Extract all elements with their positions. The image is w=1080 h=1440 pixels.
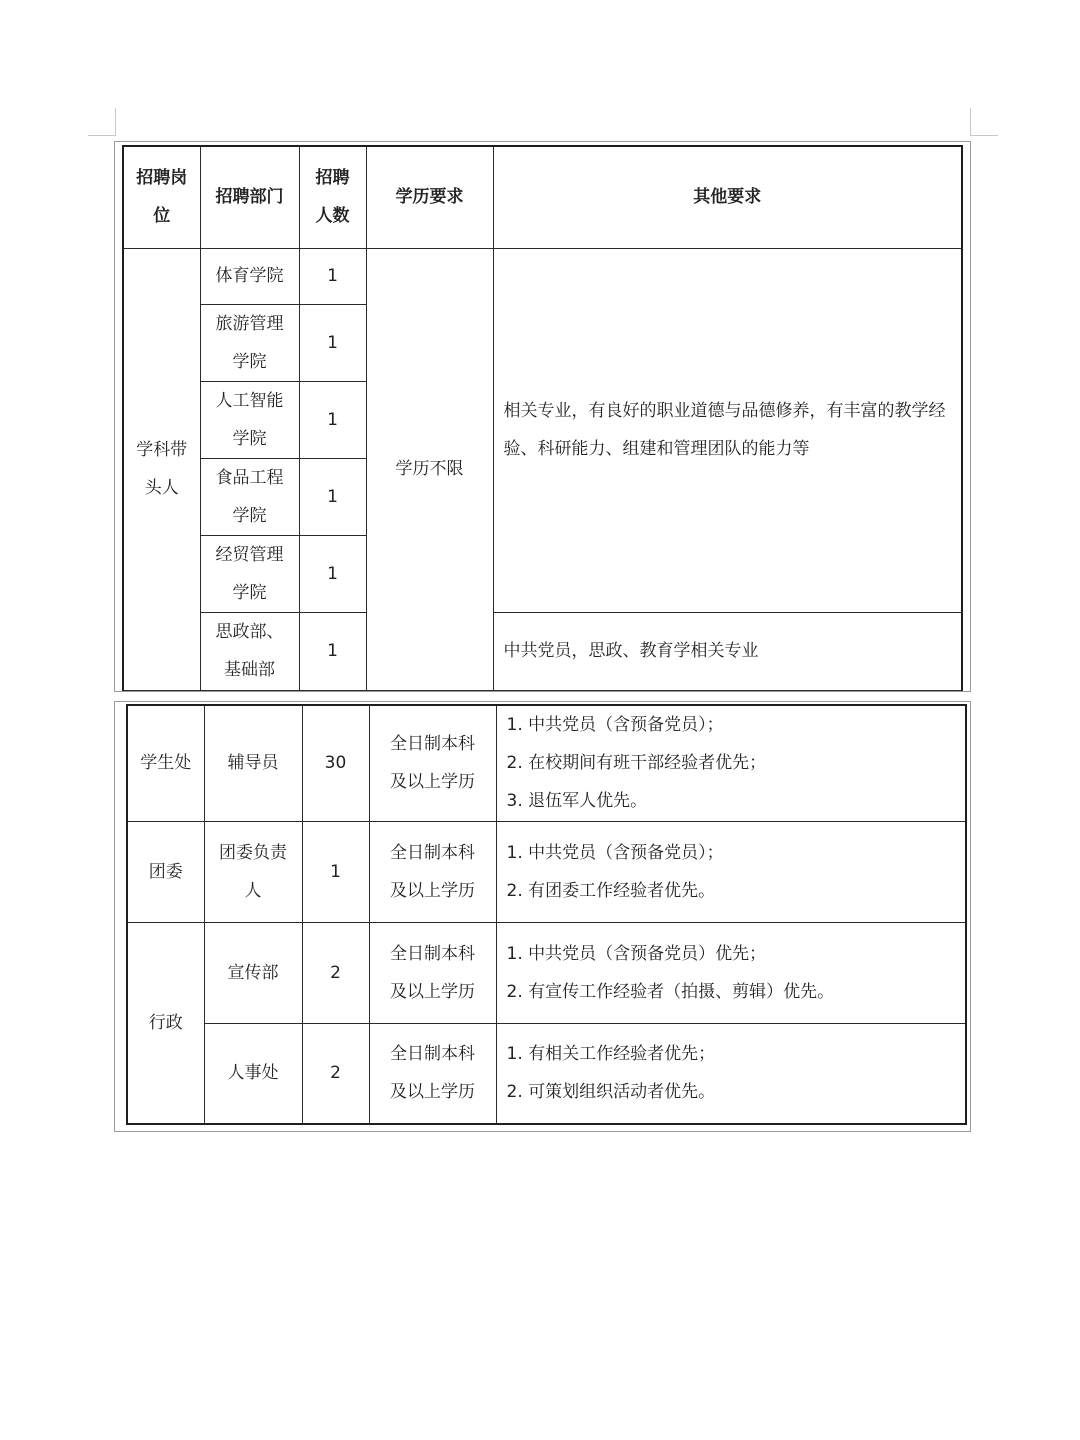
count-cell: 1 (299, 304, 366, 381)
department-cell: 团委负责 人 (204, 821, 302, 922)
count-cell: 2 (302, 1023, 369, 1124)
count-cell: 1 (299, 612, 366, 690)
academic-requirement-cell: 相关专业，有良好的职业道德与品德修养，有丰富的教学经验、科研能力、组建和管理团队的能力等 (493, 248, 962, 612)
requirements-cell: 1. 有相关工作经验者优先； 2. 可策划组织活动者优先。 (496, 1023, 966, 1124)
requirements-cell: 1. 中共党员（含预备党员）； 2. 有团委工作经验者优先。 (496, 821, 966, 922)
header-position: 招聘岗位 (123, 146, 200, 248)
table-row (127, 705, 966, 821)
table-row (123, 612, 962, 690)
position-cell: 学生处 (127, 705, 204, 821)
education-cell: 全日制本科 及以上学历 (369, 922, 496, 1023)
table-row (127, 821, 966, 922)
recruitment-table-academic (122, 145, 963, 691)
politics-requirement-cell: 中共党员，思政、教育学相关专业 (493, 612, 962, 690)
count-cell: 1 (299, 535, 366, 612)
department-cell: 旅游管理学院 (200, 304, 299, 381)
position-cell: 团委 (127, 821, 204, 922)
crop-mark-top-left-v (115, 108, 116, 136)
requirements-cell: 1. 中共党员（含预备党员）； 2. 在校期间有班干部经验者优先； 3. 退伍军人优先。 (496, 705, 966, 821)
crop-mark-top-left-h (88, 135, 116, 136)
department-cell: 经贸管理学院 (200, 535, 299, 612)
count-cell: 30 (302, 705, 369, 821)
crop-mark-top-right-h (970, 135, 998, 136)
count-cell: 1 (299, 381, 366, 458)
education-cell: 全日制本科 及以上学历 (369, 705, 496, 821)
department-cell: 辅导员 (204, 705, 302, 821)
table-header-row (123, 146, 962, 248)
recruitment-table-admin (126, 704, 967, 1125)
crop-mark-top-right-v (970, 108, 971, 136)
count-cell: 1 (299, 248, 366, 304)
education-cell: 全日制本科 及以上学历 (369, 1023, 496, 1124)
department-cell: 人工智能学院 (200, 381, 299, 458)
academic-position-cell: 学科带头人 (123, 248, 200, 690)
count-cell: 1 (302, 821, 369, 922)
department-cell: 食品工程学院 (200, 458, 299, 535)
header-other: 其他要求 (493, 146, 962, 248)
table-row (123, 248, 962, 304)
department-cell: 人事处 (204, 1023, 302, 1124)
education-cell: 全日制本科 及以上学历 (369, 821, 496, 922)
requirements-cell: 1. 中共党员（含预备党员）优先； 2. 有宣传工作经验者（拍摄、剪辑）优先。 (496, 922, 966, 1023)
department-cell: 思政部、基础部 (200, 612, 299, 690)
header-education: 学历要求 (366, 146, 493, 248)
position-cell: 行政 (127, 922, 204, 1124)
table-row (127, 922, 966, 1023)
academic-education-cell: 学历不限 (366, 248, 493, 690)
count-cell: 1 (299, 458, 366, 535)
count-cell: 2 (302, 922, 369, 1023)
department-cell: 宣传部 (204, 922, 302, 1023)
table-row (127, 1023, 966, 1124)
header-department: 招聘部门 (200, 146, 299, 248)
header-count: 招聘人数 (299, 146, 366, 248)
department-cell: 体育学院 (200, 248, 299, 304)
